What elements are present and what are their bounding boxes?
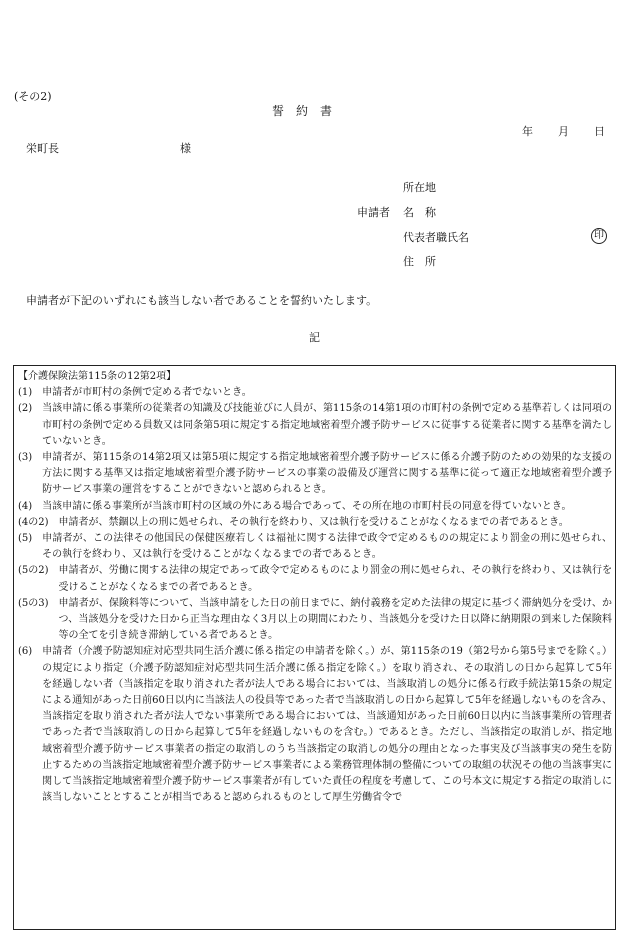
item-text: 申請者が、この法律その他国民の保健医療若しくは福祉に関する法律で政令で定めるものの規定により罰金の刑に処せられ、その執行を終わり、又は執行を受けることがなくなるまでの者であるとき。	[42, 533, 612, 561]
condition-item	[18, 596, 612, 645]
item-number: (4の2)	[18, 516, 59, 528]
address-label: 所在地	[403, 181, 436, 194]
declaration-text: 申請者が下記のいずれにも該当しない者であることを誓約いたします。	[26, 294, 378, 307]
item-text: 申請者が、第115条の14第2項又は第5項に規定する指定地域密着型介護予防サービスに係る介護予防のための効果的な支援の方法に関する基準又は指定地域密着型介護予防サービスの事業の設備及び運営に関する基準に従って適正な地域密着型介護予防サービス事業の運営をすることができないと認められるとき。	[42, 452, 612, 496]
applicant-label: 申請者	[357, 206, 390, 219]
condition-item	[18, 401, 612, 450]
item-text: 当該申請に係る事業所が当該市町村の区域の外にある場合であって、その所在地の市町村長の同意を得ていないとき。	[42, 500, 572, 512]
date-day-label: 日	[594, 125, 605, 138]
item-number: (5)	[18, 533, 43, 545]
condition-item	[18, 515, 612, 531]
item-number: (1)	[18, 387, 43, 399]
representative-label: 代表者職氏名	[403, 231, 469, 244]
seal-mark: 印	[591, 228, 607, 244]
item-text: 申請者が、保険料等について、当該申請をした日の前日までに、納付義務を定めた法律の規定に基づく滞納処分を受け、かつ、当該処分を受けた日から正当な理由なく3月以上の期間にわたり、当該処分を受けた日以降に納期限の到来した保険料等の全てを引き続き滞納している者であるとき。	[58, 597, 612, 642]
item-number: (4)	[18, 500, 43, 512]
condition-item	[18, 499, 612, 515]
item-number: (6)	[18, 646, 43, 658]
condition-item	[18, 531, 612, 563]
item-text: 申請者が市町村の条例で定める者でないとき。	[42, 387, 252, 399]
item-text: 申請者（介護予防認知症対応型共同生活介護に係る指定の申請者を除く。）が、第115条の19（第2号から第5号までを除く。）の規定により指定（介護予防認知症対応型共同生活介護に係る指定を除く。）を取り消され、その取消しの日から起算して5年を経過しない者（当該指定を取り消された者が法人である場合においては、当該取消しの処分に係る行政手続法第15条の規定による通知があった日前60日以内に当該法人の役員等であった者で当該取消しの日から起算して5年を経過しないものを含み、当該指定を取り消された者が法人でない事業所である場合においては、当該通知があった日前60日以内に当該事業所の管理者であった者で当該取消しの日から起算して5年を経過しないものを含む。）であるとき。ただし、当該指定の取消しが、指定地域密着型介護予防サービス事業者の指定の取消しのうち当該指定の取消しの処分の理由となった事実及び当該事実の発生を防止するための当該指定地域密着型介護予防サービス事業者による業務管理体制の整備についての取組の状況その他の当該事実に関して当該指定地域密着型介護予防サービス事業者が有していた責任の程度を考慮して、この号本文に規定する指定の取消しに該当しないこととすることが相当であると認められるものとして厚生労働省令で	[42, 646, 612, 804]
addressee-honorific: 様	[180, 142, 191, 155]
date-year-label: 年	[522, 125, 533, 138]
residence-label: 住 所	[403, 255, 436, 268]
name-label: 名 称	[403, 206, 436, 219]
date-month-label: 月	[558, 125, 569, 138]
item-text: 申請者が、禁錮以上の刑に処せられ、その執行を終わり、又は執行を受けることがなくなるまでの者であるとき。	[58, 516, 569, 528]
ki-heading: 記	[309, 331, 320, 344]
condition-item	[18, 450, 612, 499]
condition-item	[18, 644, 612, 806]
item-text: 当該申請に係る事業所の従業者の知識及び技能並びに人員が、第115条の14第1項の市町村の条例で定める基準若しくは同項の市町村の条例で定める員数又は同条第5項に規定する指定地域密着型介護予防サービスに従事する従業者に関する基準を満たしていないとき。	[42, 403, 612, 447]
condition-item	[18, 563, 612, 595]
form-number: (その2)	[14, 90, 52, 103]
addressee-mayor: 栄町長	[26, 142, 59, 155]
conditions-box	[13, 365, 616, 930]
document-title: 誓 約 書	[272, 104, 333, 118]
item-text: 申請者が、労働に関する法律の規定であって政令で定めるものにより罰金の刑に処せられ、その執行を終わり、又は執行を受けることがなくなるまでの者であるとき。	[58, 565, 612, 593]
item-number: (2)	[18, 403, 43, 415]
item-number: (5の2)	[18, 565, 59, 577]
item-number: (5の3)	[18, 597, 59, 609]
item-number: (3)	[18, 452, 43, 464]
condition-item	[18, 385, 612, 401]
section-heading: 【介護保険法第115条の12第2項】	[18, 371, 177, 382]
